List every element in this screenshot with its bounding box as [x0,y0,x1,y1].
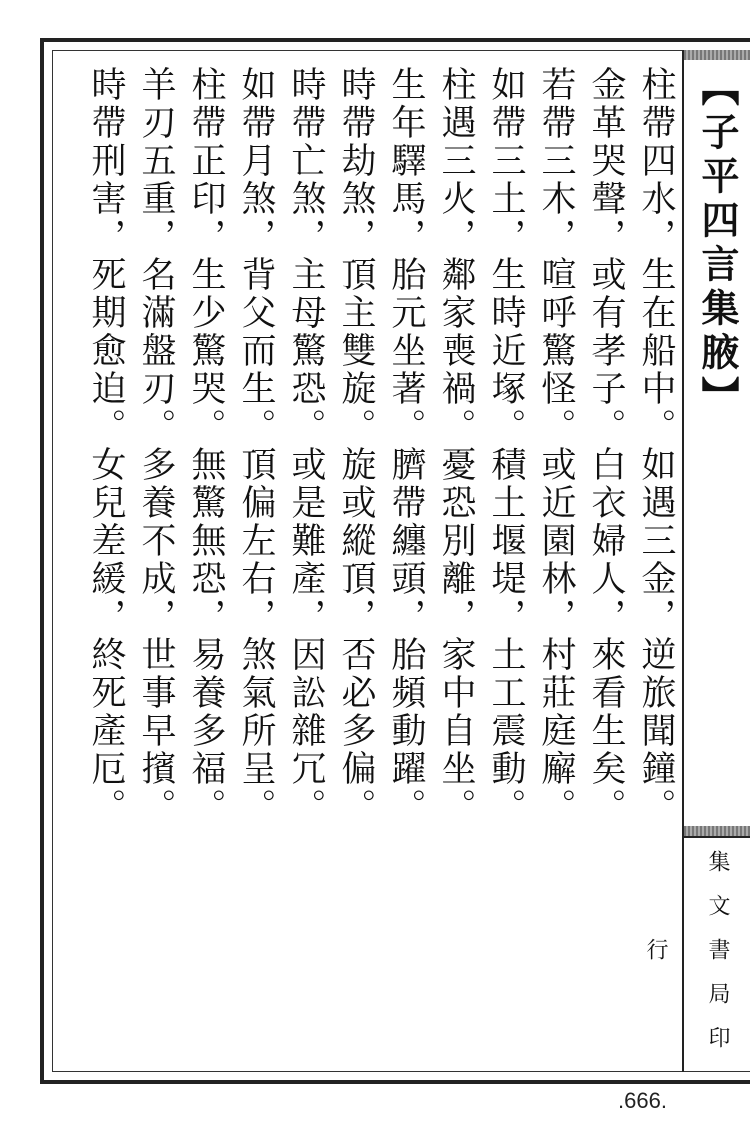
page-number: .666. [618,1088,667,1113]
text-column: 金革哭聲，或有孝子。白衣婦人，來看生矣。 [586,66,626,826]
text-column: 時帶刑害，死期愈迫。女兒差緩，終死產厄。 [86,66,126,826]
text-body [70,66,678,1066]
text-column: 柱遇三火，鄰家喪禍。憂恐別離，家中自坐。 [436,66,476,826]
text-column: 如帶月煞，背父而生。頂偏左右，煞氣所呈。 [236,66,276,826]
text-column: 時帶亡煞，主母驚恐。或是難產，因訟雜冗。 [286,66,326,826]
publisher-rule [684,836,750,838]
text-column: 時帶劫煞，頂主雙旋。旋或縱頂，否必多偏。 [336,66,376,826]
text-column: 柱帶正印，生少驚哭。無驚無恐，易養多福。 [186,66,226,826]
text-column: 生年驛馬，胎元坐著。臍帶纏頭，胎頻動躍。 [386,66,426,826]
text-column: 柱帶四水，生在船中。如遇三金，逆旅聞鐘。 [636,66,676,826]
text-column: 如帶三土，生時近塚。積土堰堤，土工震動。 [486,66,526,826]
text-column: 羊刃五重，名滿盤刃。多養不成，世事早擯。 [136,66,176,826]
text-column: 若帶三木，喧呼驚怪。或近園林，村莊庭廨。 [536,66,576,826]
page-title: 【子平四言集腋】 [695,68,739,420]
publisher-band [684,826,750,836]
publisher-imprint: 集文書局印行 [643,850,730,1070]
title-divider [682,50,684,1072]
title-band [684,50,750,60]
